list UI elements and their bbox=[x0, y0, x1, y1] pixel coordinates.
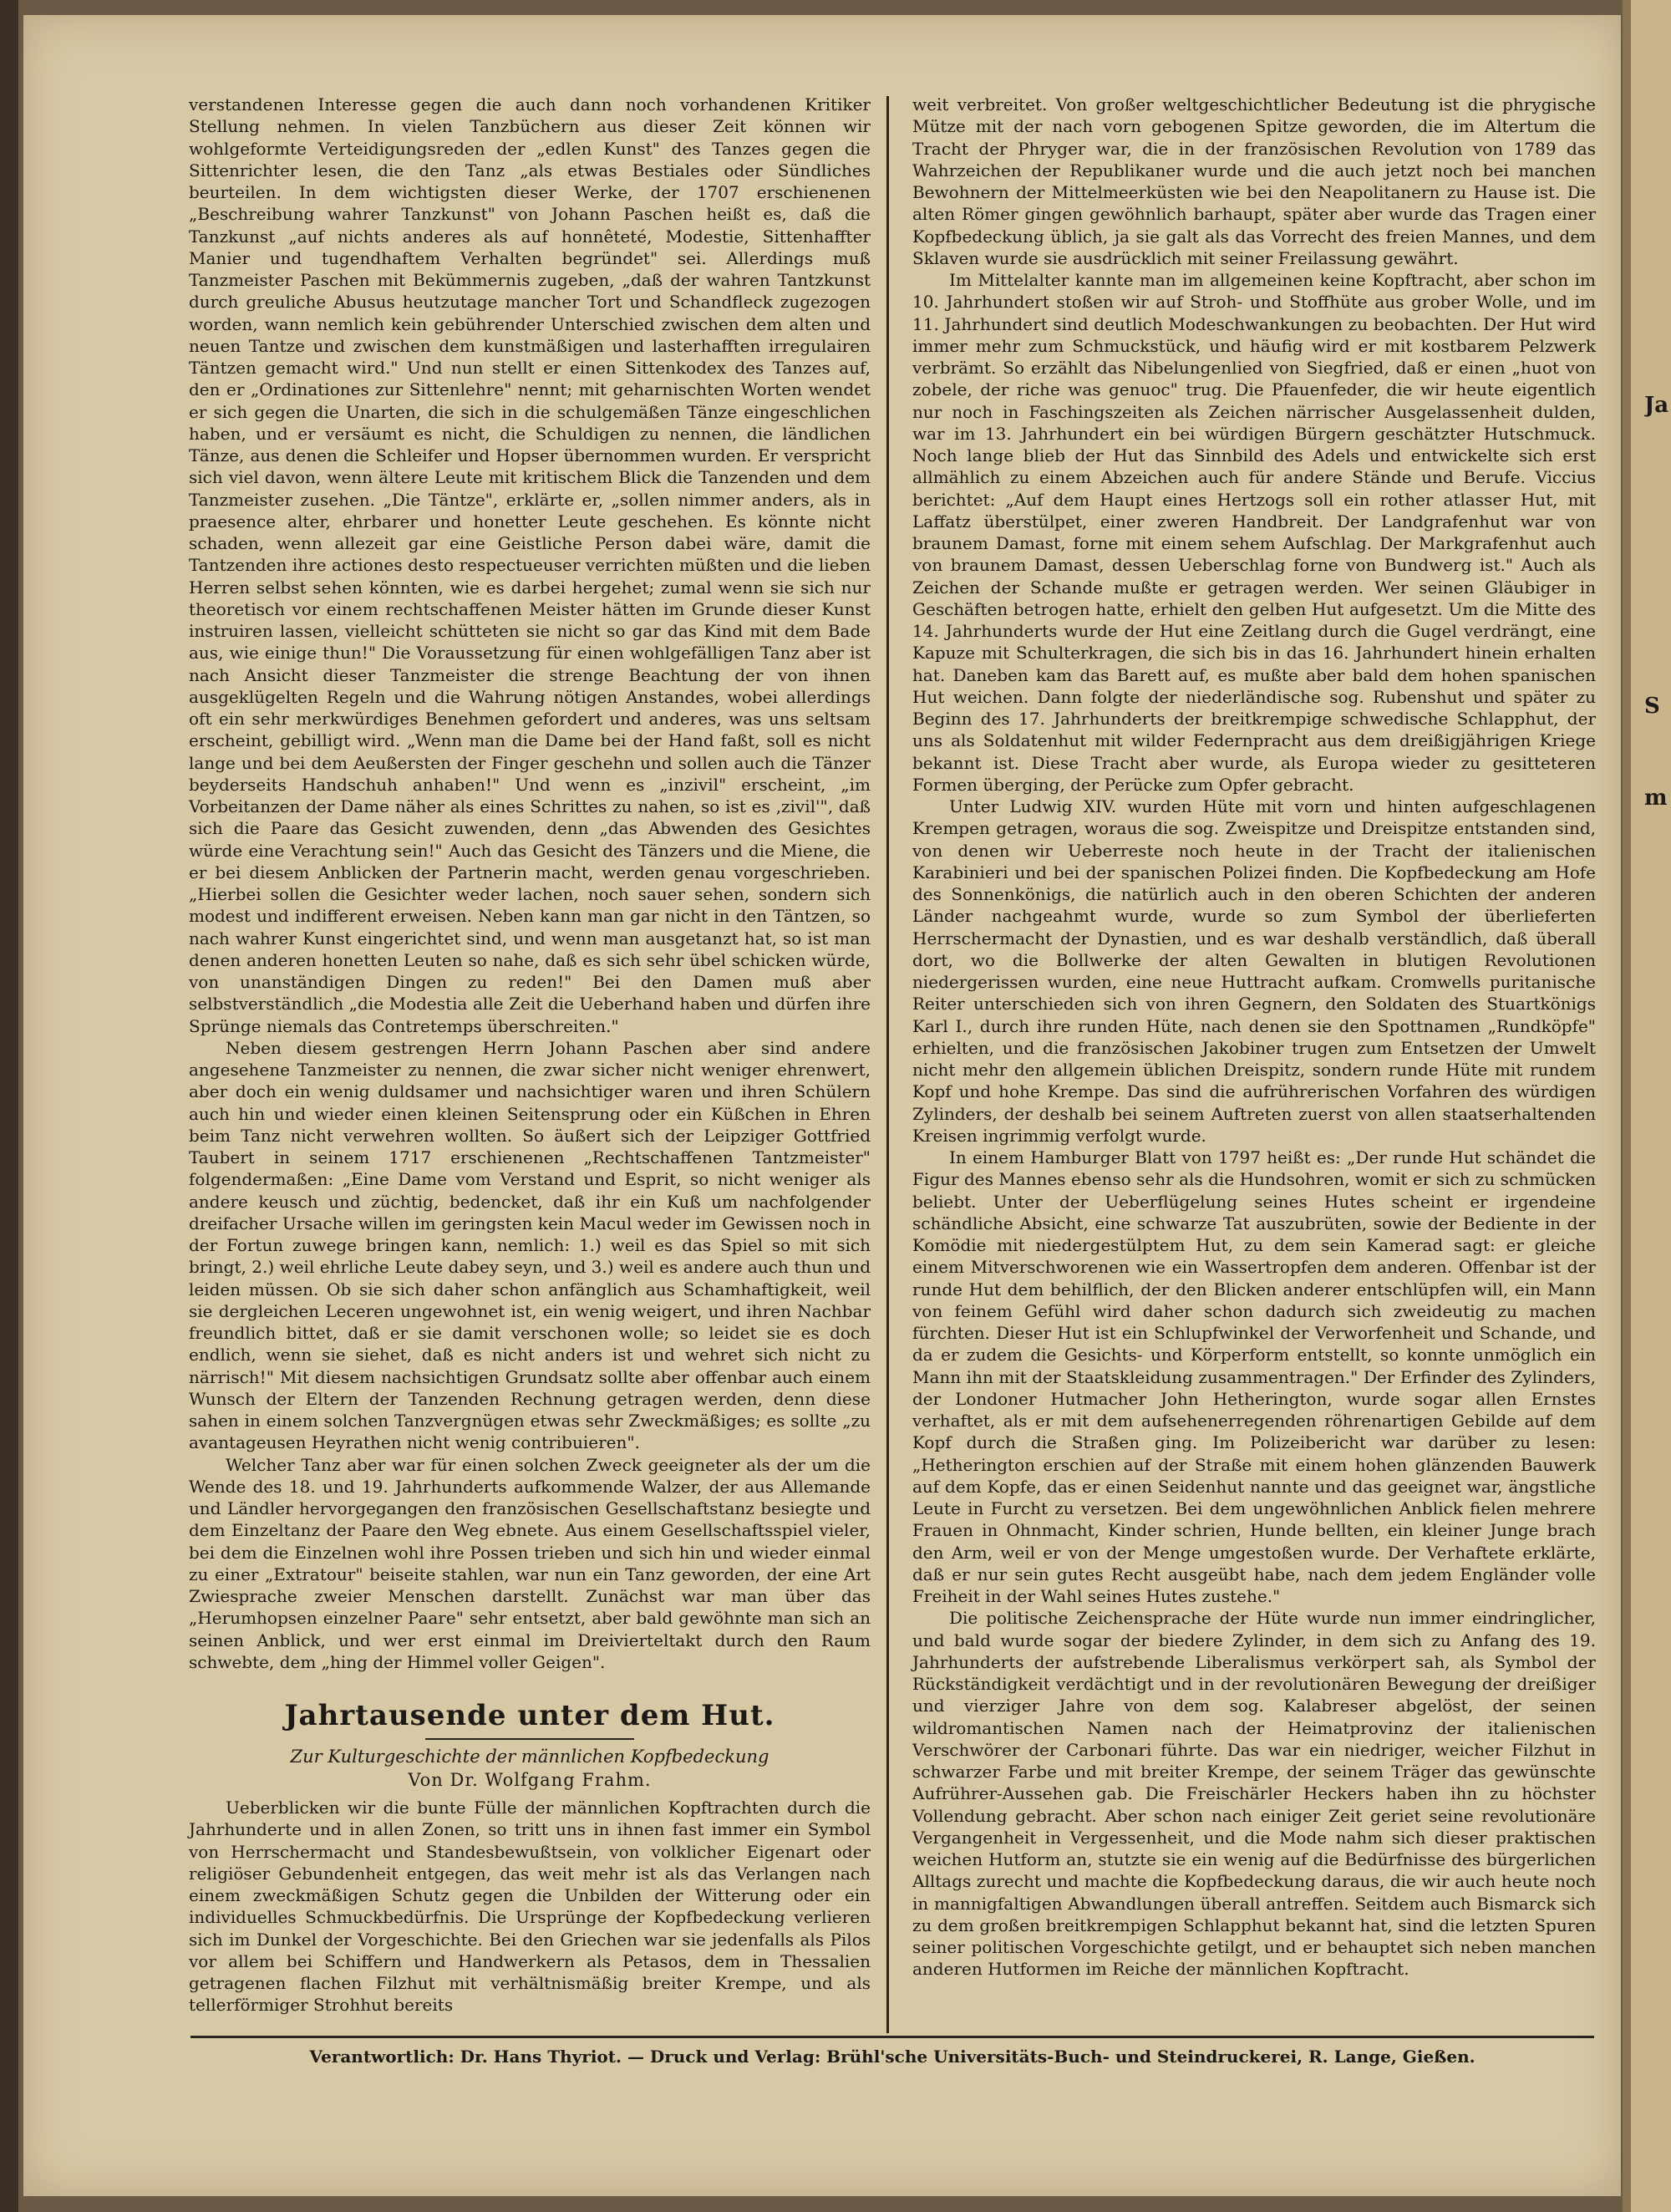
adjacent-page-strip bbox=[1631, 0, 1671, 2212]
article-header bbox=[189, 1698, 871, 1792]
paragraph: verstandenen Interesse gegen die auch dann noch vorhandenen Kritiker Stellung nehmen. In vielen Tanzbüchern aus dieser Zeit können wir wohlgeformte Verteidigungsreden der „edlen Kunst" des Tanzes gegen die Sittenrichter lesen, die den Tanz „als etwas Bestiales oder Sündliches beurteilen. In dem wichtigsten dieser Werke, der 1707 erschienenen „Beschreibung wahrer Tanzkunst" von Johann Paschen heißt es, daß die Tanzkunst „auf nichts anderes als auf honnêteté, Modestie, Sittenhaffter Manier und tugendhaftem Verhalten begründet" sei. Allerdings muß Tanzmeister Paschen mit Bekümmernis zugeben, „daß der wahren Tantzkunst durch greuliche Abusus heutzutage mancher Tort und Schandfleck zugezogen worden, wann nemlich kein gebührender Unterschied zwischen dem alten und neuen Tantze und zwischen dem kunstmäßigen und lasterhafften irregulairen Täntzen gemacht wird." Und nun stellt er einen Sittenkodex des Tanzes auf, den er „Ordinationes zur Sittenlehre" nennt; mit geharnischten Worten wendet er sich gegen die Unarten, die sich in die schulgemäßen Tänze eingeschlichen haben, und er versäumt es nicht, die Schuldigen zu nennen, die ländlichen Tänze, aus denen die Schleifer und Hopser übernommen wurden. Er verspricht sich viel davon, wenn ältere Leute mit kritischem Blick die Tanzenden und dem Tanzmeister zusehen. „Die Täntze", erklärte er, „sollen nimmer anders, als in praesence alter, ehrbarer und honetter Leute geschehen. Es könnte nicht schaden, wenn allezeit gar eine Geistliche Person dabei wäre, damit die Tantzenden ihre actiones desto respectueuser verrichten müßten und die lieben Herren selbst sehen könnten, wie es darbei hergehet; zumal wenn sie sich nur theoretisch vor einem rechtschaffenen Meister hätten im Grunde dieser Kunst instruiren lassen, vielleicht schütteten sie nicht so gar das Kind mit dem Bade aus, wie einige thun!" Die Voraussetzung für einen wohlgefälligen Tanz aber ist nach Ansicht dieser Tanzmeister die strenge Beachtung der von ihnen ausgeklügelten Regeln und die Wahrung nötigen Anstandes, wobei allerdings oft ein sehr merkwürdiges Benehmen gefordert und anderes, was uns seltsam erscheint, gebilligt wird. „Wenn man die Dame bei der Hand faßt, soll es nicht lange und bei dem Aeußersten der Finger geschehn und sollen auch die Tänzer beyderseits Handschuh anhaben!" Und wenn es „inzivil" erscheint, „im Vorbeitanzen der Dame näher als eines Schrittes zu nahen, so ist es ‚zivil'", daß sich die Paare das Gesicht zuwenden, denn „das Abwenden des Gesichtes würde eine Verachtung sein!" Auch das Gesicht des Tänzers und die Miene, die er bei diesem Anblicken der Partnerin macht, werden genau vorgeschrieben. „Hierbei sollen die Gesichter weder lachen, noch sauer sehen, sondern sich modest und indifferent erweisen. Neben kann man gar nicht in den Täntzen, so nach wahrer Kunst eingerichtet sind, und wenn man ausgetanzt hat, so ist man denen anderen honetten Leuten so nahe, daß es sich sehr übel schicken würde, von unanständigen Dingen zu reden!" Bei den Damen muß aber selbstverständlich „die Modestia alle Zeit die Ueberhand haben und dürfen ihre Sprünge niemals das Contretemps überschreiten." bbox=[189, 94, 871, 1036]
paragraph: In einem Hamburger Blatt von 1797 heißt es: „Der runde Hut schändet die Figur des Mannes ebenso sehr als die Hundsohren, womit er sich zu schmücken beliebt. Unter der Ueberflügelung seines Hutes scheint er irgendeine schändliche Absicht, eine schwarze Tat auszubrüten, sowie der Bediente in der Komödie mit niedergestülptem Hut, zu dem sein Kamerad sagt: er gleiche einem Mitverschworenen wie ein Wassertropfen dem anderen. Offenbar ist der runde Hut dem behilflich, der den Blicken anderer entschlüpfen will, ein Mann von feinem Gefühl wird daher schon dadurch sich zweideutig zu machen fürchten. Dieser Hut ist ein Schlupfwinkel der Verworfenheit und Schande, und da er zudem die Gesichts- und Körperform entstellt, so konnte unmöglich ein Mann ihn mit der Staatskleidung zusammentragen." Der Erfinder des Zylinders, der Londoner Hutmacher John Hetherington, wurde sogar allen Ernstes verhaftet, als er mit dem aufsehenerregenden röhrenartigen Gebilde auf dem Kopf durch die Straßen ging. Im Polizeibericht war darüber zu lesen: „Hetherington erschien auf der Straße mit einem hohen glänzenden Bauwerk auf dem Kopfe, das er einen Seidenhut nannte und das geeignet war, ängstliche Leute in Furcht zu versetzen. Bei dem ungewöhnlichen Anblick fielen mehrere Frauen in Ohnmacht, Kinder schrien, Hunde bellten, ein kleiner Junge brach den Arm, weil er von der Menge umgestoßen wurde. Der Verhaftete erklärte, daß er nur sein gutes Recht ausgeübt habe, nach dem jedem Engländer volle Freiheit in der Wahl seines Hutes zustehe." bbox=[912, 1147, 1596, 1606]
adjacent-page-word: S bbox=[1644, 694, 1660, 719]
paragraph: Unter Ludwig XIV. wurden Hüte mit vorn und hinten aufgeschlagenen Krempen getragen, woraus die sog. Zweispitze und Dreispitze entstanden sind, von denen wir Ueberreste noch heute in der Tracht der italienischen Karabinieri und bei der spanischen Polizei finden. Die Kopfbedeckung am Hofe des Sonnenkönigs, die natürlich auch in den oberen Schichten der anderen Länder nachgeahmt wurde, wurde so zum Symbol der überlieferten Herrschermacht der Dynastien, und es war deshalb verständlich, daß überall dort, wo die Bollwerke der alten Gewalten in blutigen Revolutionen niedergerissen wurden, eine neue Huttracht aufkam. Cromwells puritanische Reiter unterschieden sich von ihren Gegnern, den Soldaten des Stuartkönigs Karl I., durch ihre runden Hüte, nach denen sie den Spottnamen „Rundköpfe" erhielten, und die französischen Jakobiner trugen zum Entsetzen der Umwelt nicht mehr den allgemein üblichen Dreispitz, sondern runde Hüte mit rundem Kopf und hohe Krempe. Das sind die aufrührerischen Vorfahren des würdigen Zylinders, der deshalb bei seinem Auftreten zuerst von allen staatserhaltenden Kreisen ingrimmig verfolgt wurde. bbox=[912, 796, 1596, 1146]
footer-divider bbox=[190, 2036, 1594, 2038]
article-author: Von Dr. Wolfgang Frahm. bbox=[408, 1770, 652, 1790]
paragraph: Ueberblicken wir die bunte Fülle der männlichen Kopftrachten durch die Jahrhunderte und in allen Zonen, so tritt uns in ihnen fast immer ein Symbol von Herrschermacht und Standesbewußtsein, von volklicher Eigenart oder religiöser Gebundenheit entgegen, das weit mehr ist als das Verlangen nach einem zweckmäßigen Schutz gegen die Unbilden der Witterung oder ein individuelles Schmuckbedürfnis. Die Ursprünge der Kopfbedeckung verlieren sich im Dunkel der Vorgeschichte. Bei den Griechen war sie jedenfalls als Pilos vor allem bei Schiffern und Handwerkern als Petasos, dem in Thessalien getragenen flachen Filzhut mit verhältnismäßig breiter Krempe, und als tellerförmiger Strohhut bereits bbox=[189, 1798, 871, 2016]
article-subtitle: Zur Kulturgeschichte der männlichen Kopfbedeckung bbox=[290, 1747, 769, 1767]
paragraph: Im Mittelalter kannte man im allgemeinen keine Kopftracht, aber schon im 10. Jahrhundert stoßen wir auf Stroh- und Stoffhüte aus grober Wolle, und im 11. Jahrhundert sind deutlich Modeschwankungen zu beobachten. Der Hut wird immer mehr zum Schmuckstück, und häufig wird er mit kostbarem Pelzwerk verbrämt. So erzählt das Nibelungenlied von Siegfried, daß er einen „huot von zobele, der riche was genuoc" trug. Die Pfauenfeder, die wir heute eigentlich nur noch in Faschingszeiten als Zeichen närrischer Ausgelassenheit dulden, war im 13. Jahrhundert ein bei würdigen Bürgern geschätzter Hutschmuck. Noch lange blieb der Hut das Sinnbild des Adels und entwickelte sich erst allmählich zu einem Abzeichen auch für andere Stände und Berufe. Viccius berichtet: „Auf dem Haupt eines Hertzogs soll ein rother atlasser Hut, mit Laffatz überstülpet, einer zweren Handbreit. Der Landgrafenhut war von braunem Damast, forne mit einem sehem Aufschlag. Der Markgrafenhut auch von braunem Damast, dessen Ueberschlag forne von Bundwerg ist." Auch als Zeichen der Schande mußte er getragen werden. Wer seinen Gläubiger in Geschäften betrogen hatte, erhielt den gelben Hut aufgesetzt. Um die Mitte des 14. Jahrhunderts wurde der Hut eine Zeitlang durch die Gugel verdrängt, eine Kapuze mit Schulterkragen, die sich bis in das 16. Jahrhundert hinein erhalten hat. Daneben kam das Barett auf, es mußte aber bald dem hohen spanischen Hut weichen. Dann folgte der niederländische sog. Rubenshut und später zu Beginn des 17. Jahrhunderts der breitkrempige schwedische Schlapphut, der uns als Soldatenhut mit wilder Federnpracht aus dem dreißigjährigen Kriege bekannt ist. Diese Tracht aber wurde, als Europa wieder zu gesitteteren Formen überging, der Perücke zum Opfer gebracht. bbox=[912, 270, 1596, 795]
scan-edge-left bbox=[0, 0, 18, 2212]
column-divider bbox=[886, 96, 889, 2033]
imprint-footer: Verantwortlich: Dr. Hans Thyriot. — Druck und Verlag: Brühl'sche Universitäts-Buch- und Steindruckerei, R. Lange, Gießen. bbox=[309, 2047, 1475, 2067]
paragraph: weit verbreitet. Von großer weltgeschichtlicher Bedeutung ist die phrygische Mütze mit der nach vorn gebogenen Spitze geworden, die im Altertum die Tracht der Phryger war, die in der französischen Revolution von 1789 das Wahrzeichen der Republikaner wurde und die auch jetzt noch bei manchen Bewohnern der Mittelmeerküsten wie bei den Neapolitanern zu Hause ist. Die alten Römer gingen gewöhnlich barhaupt, später aber wurde das Tragen einer Kopfbedeckung üblich, ja sie galt als das Vorrecht des freien Mannes, und dem Sklaven wurde sie ausdrücklich mit seiner Freilassung gewährt. bbox=[912, 94, 1596, 268]
adjacent-page-word: m bbox=[1644, 786, 1668, 811]
paragraph: Neben diesem gestrengen Herrn Johann Paschen aber sind andere angesehene Tanzmeister zu nennen, die zwar sicher nicht weniger ehrenwert, aber doch ein wenig duldsamer und nachsichtiger waren und ihren Schülern auch hin und wieder einen kleinen Seitensprung oder ein Küßchen in Ehren beim Tanz nicht verwehren wollten. So äußert sich der Leipziger Gottfried Taubert in seinem 1717 erschienenen „Rechtschaffenen Tantzmeister" folgendermaßen: „Eine Dame vom Verstand und Esprit, so nicht weniger als andere keusch und züchtig, bedencket, daß ihr ein Kuß um nachfolgender dreifacher Ursache willen im geringsten kein Macul weder im Gewissen noch in der Fortun zuwege bringen kann, nemlich: 1.) weil es das Spiel so mit sich bringt, 2.) weil ehrliche Leute dabey seyn, und 3.) weil es andere auch thun und leiden müssen. Ob sie sich daher schon anfänglich aus Schamhaftigkeit, weil sie dergleichen Leceren ungewohnet ist, ein wenig weigert, und ihren Nachbar freundlich bittet, daß er sie damit verschonen wolle; so leidet sie es doch endlich, wenn sie siehet, daß es nicht anders ist und wehret sich nicht zu närrisch!" Mit diesem nachsichtigen Grundsatz sollte aber offenbar auch einem Wunsch der Eltern der Tanzenden Rechnung getragen werden, denn diese sahen in einem solchen Tanzvergnügen etwas sehr Zweckmäßiges; es sollte „zu avantageusen Heyrathen nicht wenig contribuieren". bbox=[189, 1037, 871, 1453]
paragraph: Die politische Zeichensprache der Hüte wurde nun immer eindringlicher, und bald wurde sogar der biedere Zylinder, in dem sich zu Anfang des 19. Jahrhunderts der aufstrebende Liberalismus verkörpert sah, als Symbol der Rückständigkeit verdächtigt und in der revolutionären Bewegung der dreißiger und vierziger Jahre von dem sog. Kalabreser abgelöst, der seinen wildromantischen Namen nach der Heimatprovinz der italienischen Verschwörer der Carbonari führte. Das war ein niedriger, weicher Filzhut in schwarzer Farbe und mit breiter Krempe, der seinem Träger das gewünschte Aufrührer-Aussehen gab. Die Freischärler Heckers haben ihn zu höchster Vollendung gebracht. Aber schon nach einiger Zeit geriet seine revolutionäre Vergangenheit in Vergessenheit, und die Mode nahm sich dieser praktischen weichen Hutform an, stutzte sie ein wenig auf die Bedürfnisse des bürgerlichen Alltags zurecht und machte die Kopfbedeckung daraus, die wir auch heute noch in mannigfaltigen Abwandlungen überall antreffen. Seitdem auch Bismarck sich zu dem großen breitkrempigen Schlapphut bekannt hat, sind die letzten Spuren seiner politischen Vorgeschichte getilgt, und er behauptet sich neben manchen anderen Hutformen im Reiche der männlichen Kopftracht. bbox=[912, 1608, 1596, 1980]
adjacent-page-word: Ja bbox=[1644, 393, 1669, 418]
title-divider bbox=[425, 1738, 634, 1740]
right-column bbox=[912, 94, 1596, 1981]
left-column bbox=[189, 94, 871, 2016]
article-title: Jahrtausende unter dem Hut. bbox=[284, 1699, 775, 1732]
paragraph: Welcher Tanz aber war für einen solchen Zweck geeigneter als der um die Wende des 18. und 19. Jahrhunderts aufkommende Walzer, der aus Allemande und Ländler hervorgegangen den französischen Gesellschaftstanz besiegte und dem Einzeltanz der Paare den Weg ebnete. Aus einem Gesellschaftsspiel vieler, bei dem die Einzelnen wohl ihre Possen trieben und sich hin und wieder einmal zu einer „Extratour" beiseite stahlen, war nun ein Tanz geworden, der eine Art Zwiesprache zweier Menschen darstellt. Zunächst war man über das „Herumhopsen einzelner Paare" sehr entsetzt, aber bald gewöhnte man sich an seinen Anblick, und wer erst einmal im Dreivierteltakt durch den Raum schwebte, dem „hing der Himmel voller Geigen". bbox=[189, 1454, 871, 1672]
